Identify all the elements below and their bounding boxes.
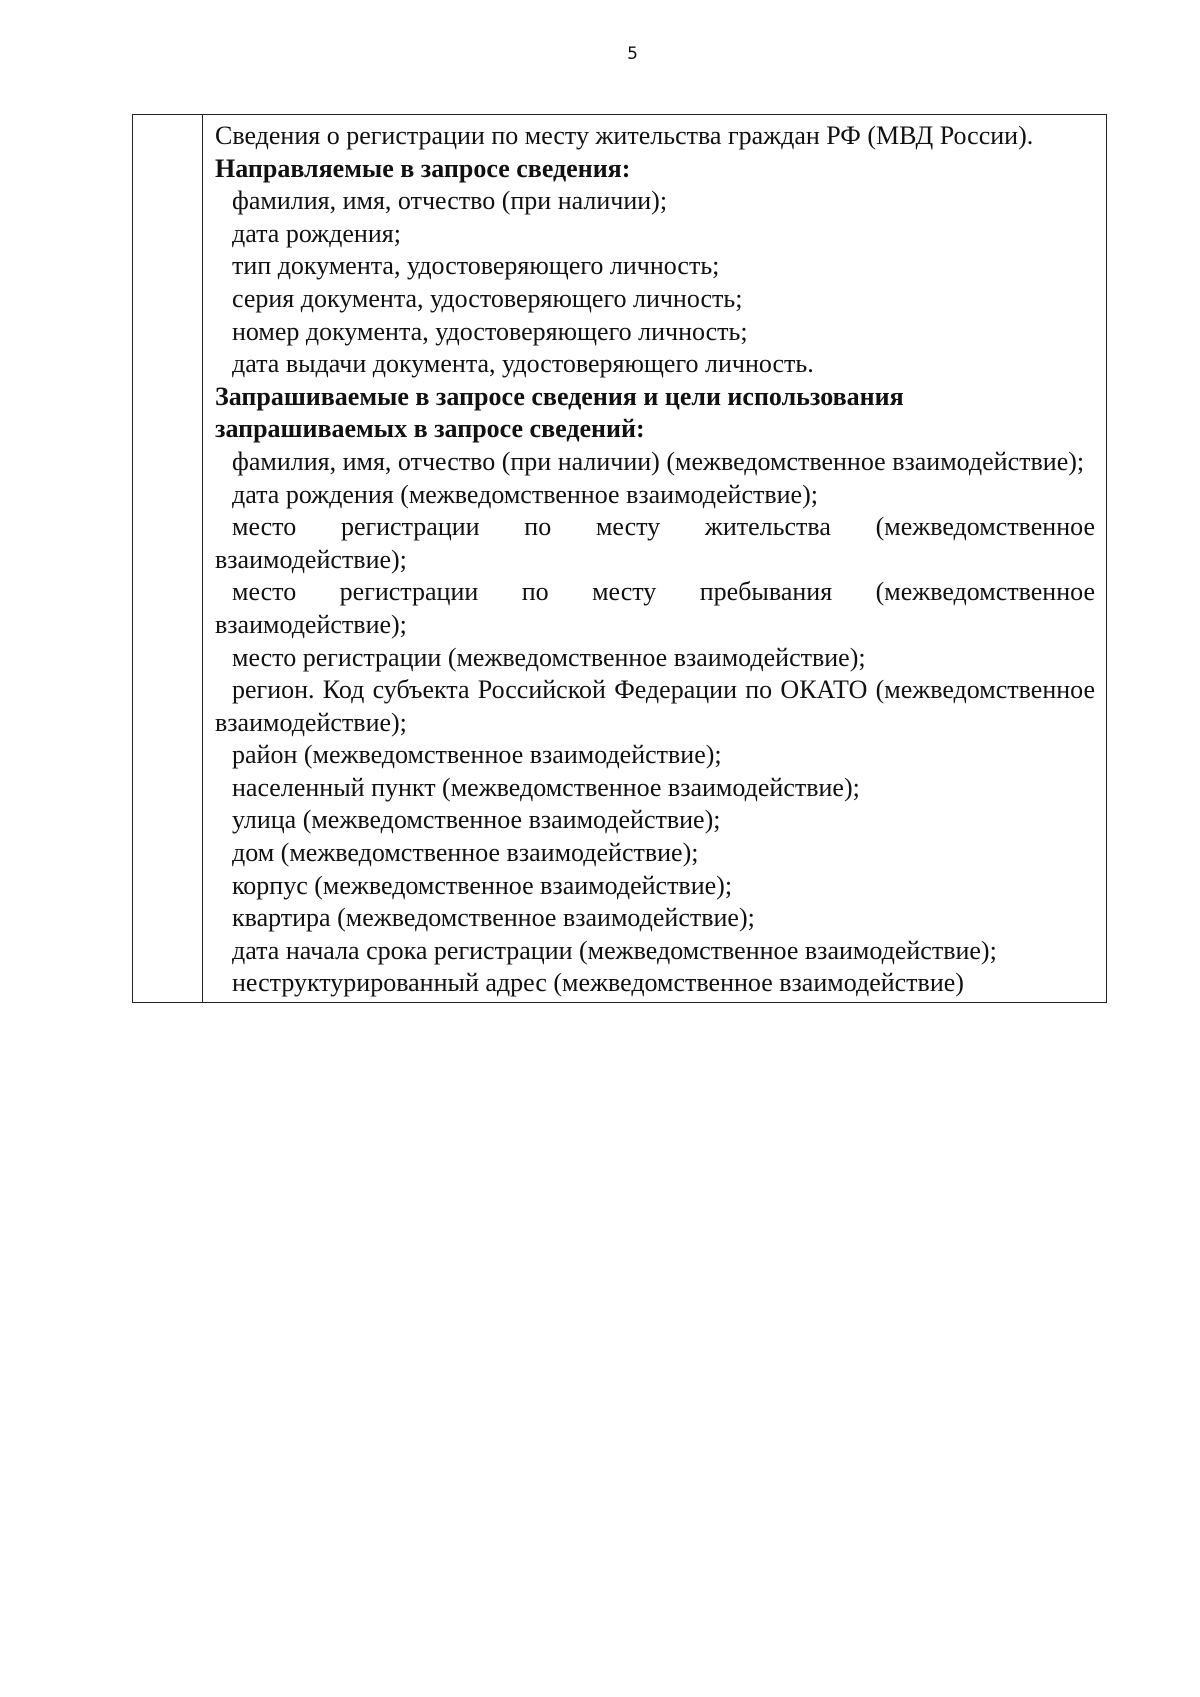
requested-item: место регистрации (межведомственное взаимодействие);: [232, 642, 866, 672]
cell-content: [203, 115, 1106, 1002]
requested-item: дата начала срока регистрации (межведомственное взаимодействие);: [232, 935, 997, 965]
requested-item: неструктурированный адрес (межведомственное взаимодействие): [232, 968, 964, 998]
sent-item: тип документа, удостоверяющего личность;: [232, 251, 720, 281]
section-title: Сведения о регистрации по месту жительства граждан РФ (МВД России).: [215, 121, 1034, 150]
requested-item: корпус (межведомственное взаимодействие);: [232, 870, 733, 900]
document-table: [132, 114, 1107, 1003]
requested-data-heading: Запрашиваемые в запросе сведения и цели использования запрашиваемых в запросе сведений:: [215, 381, 904, 444]
sent-item: фамилия, имя, отчество (при наличии);: [232, 186, 668, 216]
requested-item: дом (межведомственное взаимодействие);: [232, 838, 699, 868]
sent-item: дата рождения;: [232, 218, 401, 248]
requested-item: район (межведомственное взаимодействие);: [232, 740, 722, 770]
requested-item: населенный пункт (межведомственное взаимодействие);: [232, 772, 860, 802]
requested-item: квартира (межведомственное взаимодействие);: [232, 903, 755, 933]
sent-item: серия документа, удостоверяющего личность;: [232, 283, 743, 313]
table-row: [133, 115, 1107, 1003]
requested-item: место регистрации по месту жительства (межведомственное взаимодействие);: [215, 512, 1095, 574]
number-cell: [133, 115, 203, 1003]
page-number: 5: [627, 44, 638, 64]
sent-item: номер документа, удостоверяющего личность;: [232, 316, 748, 346]
content-cell: [203, 115, 1107, 1003]
sent-data-heading: Направляемые в запросе сведения:: [215, 153, 631, 183]
requested-item: улица (межведомственное взаимодействие);: [232, 805, 721, 835]
sent-item: дата выдачи документа, удостоверяющего личность.: [232, 349, 814, 379]
requested-item: дата рождения (межведомственное взаимодействие);: [232, 479, 818, 509]
requested-item: фамилия, имя, отчество (при наличии) (межведомственное взаимодействие);: [232, 446, 1085, 476]
requested-item: место регистрации по месту пребывания (межведомственное взаимодействие);: [215, 577, 1095, 639]
requested-item: регион. Код субъекта Российской Федерации по ОКАТО (межведомственное взаимодействие);: [215, 675, 1095, 737]
